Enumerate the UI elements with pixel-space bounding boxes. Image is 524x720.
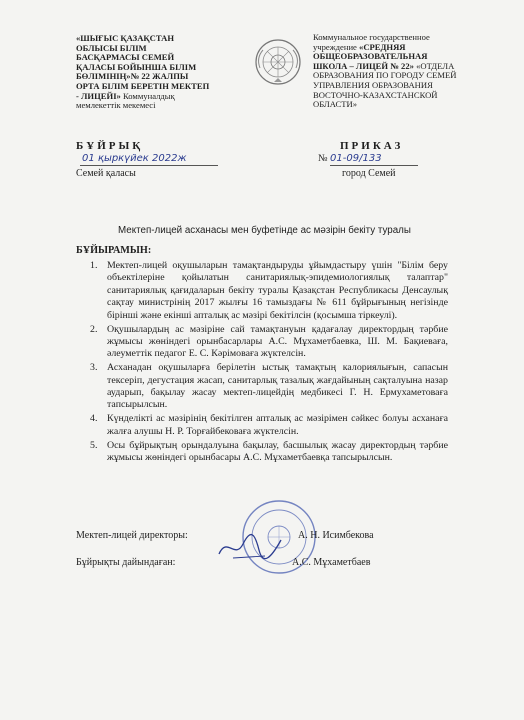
item-number: 1. [90,260,98,271]
city-kazakh: Семей қаласы [76,168,136,179]
header-left-line: БАСҚАРМАСЫ СЕМЕЙ [76,52,175,63]
item-number: 4. [90,413,98,425]
header-left-line: ОБЛЫСЫ БІЛІМ [76,42,147,53]
order-items-list [90,260,448,466]
header-right-bold: ШКОЛА – ЛИЦЕЙ № 22» [313,60,414,71]
header-right-normal: «ОТДЕЛА [413,60,455,71]
state-emblem-icon [254,38,302,86]
list-item [90,440,448,465]
item-text: Оқушылардың ас мәзіріне сай тамақтануын қадағалау директордың тәрбие жұмысы жөніндегі орынбасарлары А.С. Мұхаметбаевка, Ш. М. Бақиеваға, әлеуметтік педагог Е. С. Кәрімоваға жүктелсін. [107,323,448,360]
item-text: Асханадан оқушыларға берілетін ыстық тамақтың калориялығын, сапасын тексеріп, дегустация жасап, санитарлық тазалық жағдайының сақталуына назар аударып, бақылау жасау мектеп-лицейдің медбикесі Г. Н. Ермухаметоваға тапсырылсын. [107,362,448,411]
header-left-line: мемлекеттік мекемесі [76,100,156,111]
list-item [90,413,448,438]
number-underline [330,165,418,166]
list-item [90,324,448,361]
list-item [90,260,448,322]
header-right-bold: ОБЩЕОБРАЗОВАТЕЛЬНАЯ [313,51,428,62]
item-number: 2. [90,323,98,335]
order-title-kazakh: БҰЙРЫҚ [76,140,144,152]
handwritten-number: 01-09/133 [330,153,382,164]
header-right-line: УПРАВЛЕНИЯ ОБРАЗОВАНИЯ [313,79,433,90]
header-left-line: ОРТА БІЛІМ БЕРЕТІН МЕКТЕП [76,80,210,91]
header-left-bold: - ЛИЦЕЙІ» [76,90,121,101]
item-text: Мектеп-лицей оқушыларын тамақтандыруды ұйымдастыру үшін "Білім беру объектілеріне қойылатын санитариялық-эпидемиологиялық талаптар" санитариялық қағидаларын бекіту туралы Қазақстан Республикасы Денсаулық сақтау министрінің 2017 жылғы 16 тамыздағы № 611 бұйрығының негізінде бірінші және екінші апталық ас мәзірі бекітілсін (қосымша тіркеулі). [107,260,448,321]
header-right-bold: «СРЕДНЯЯ [359,41,406,52]
header-right-normal: учреждение [313,41,360,52]
header-right-line: ВОСТОЧНО-КАЗАХСТАНСКОЙ [313,89,438,100]
header-left-line: БӨЛІМІНІҢ»№ 22 ЖАЛПЫ [76,71,189,82]
order-heading: БҰЙЫРАМЫН: [76,245,152,256]
header-right-line: Коммунальное государственное [313,32,430,42]
order-number [318,153,382,164]
city-russian: город Семей [342,168,396,179]
header-left-normal: Коммуналдық [120,90,175,101]
header-left-line: «ШЫҒЫС ҚАЗАҚСТАН [76,33,175,43]
number-prefix: № [318,153,331,164]
order-title-russian: ПРИКАЗ [340,140,404,152]
director-name: А. Н. Исимбекова [298,530,374,541]
header-left-line: ҚАЛАСЫ БОЙЫНША БІЛІМ [76,61,197,72]
item-number: 3. [90,362,98,374]
preparer-role: Бұйрықты дайындаған: [76,557,176,568]
header-left-kazakh [76,34,246,111]
item-number: 5. [90,439,98,451]
header-right-line: ОБЛАСТИ» [313,99,358,110]
item-text: Осы бұйрықтың орындалуына бақылау, басшылық жасау директордың тәрбие жұмысы жөніндегі орынбасары А.С. Мұхаметбаевқа тапсырылсын. [107,439,448,464]
director-role: Мектеп-лицей директоры: [76,530,188,541]
preparer-name: А.С. Мұхаметбаев [292,557,371,568]
header-right-russian [313,33,488,110]
order-subject: Мектеп-лицей асханасы мен буфетінде ас мәзірін бекіту туралы [118,225,411,236]
header-right-line: ОБРАЗОВАНИЯ ПО ГОРОДУ СЕМЕЙ [313,70,457,81]
handwritten-date: 01 қыркүйек 2022ж [82,153,187,164]
item-text: Күнделікті ас мәзірінің бекітілген апталық ас мәзірімен сәйкес болуы асханаға жалға алушы Н. Р. Торғайбековаға жүктелсін. [107,413,448,437]
list-item [90,362,448,412]
date-underline [80,165,218,166]
director-signature-icon [215,530,285,564]
